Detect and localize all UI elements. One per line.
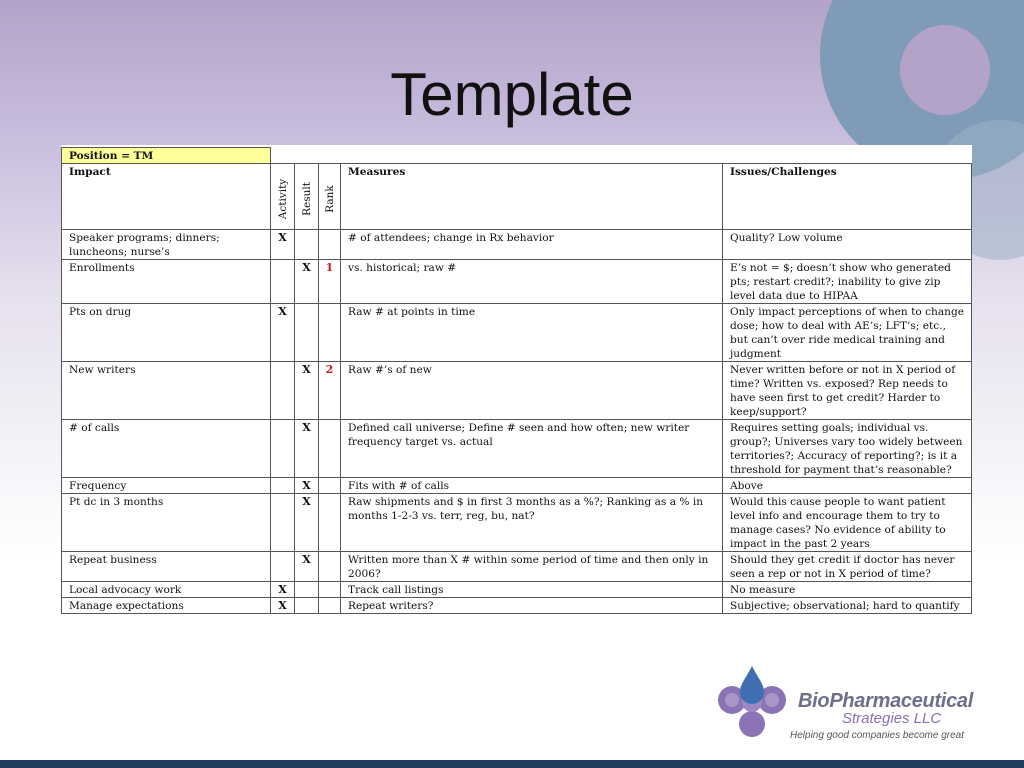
company-logo [712, 660, 1002, 750]
table-row [62, 260, 972, 304]
position-row [62, 148, 972, 164]
row-measures: Raw shipments and $ in first 3 months as a %?; Ranking as a % in months 1-2-3 vs. terr, reg, bu, nat? [341, 494, 723, 552]
table-row [62, 494, 972, 552]
logo-tagline: Helping good companies become great [790, 730, 964, 741]
row-result [295, 582, 319, 598]
slide-title: Template [390, 61, 634, 128]
row-result: X [295, 260, 319, 304]
table-row [62, 552, 972, 582]
row-result [295, 230, 319, 260]
row-activity: X [271, 230, 295, 260]
header-impact: Impact [62, 164, 271, 230]
header-measures: Measures [341, 164, 723, 230]
row-impact: New writers [62, 362, 271, 420]
table-row [62, 478, 972, 494]
molecule-drop-icon [712, 662, 792, 742]
row-issues: Never written before or not in X period of time? Written vs. exposed? Rep needs to have seen first to get credit? Harder to keep/support? [723, 362, 972, 420]
row-measures: Repeat writers? [341, 598, 723, 614]
row-rank [319, 598, 341, 614]
row-measures: Raw # at points in time [341, 304, 723, 362]
row-impact: Pts on drug [62, 304, 271, 362]
row-activity: X [271, 582, 295, 598]
measures-table [61, 147, 972, 614]
row-issues: Would this cause people to want patient level info and encourage them to try to manage cases? No evidence of ability to impact in the past 2 years [723, 494, 972, 552]
position-label: Position = TM [62, 148, 271, 164]
header-result-cell [295, 164, 319, 230]
header-rank-cell [319, 164, 341, 230]
row-impact: Enrollments [62, 260, 271, 304]
row-result [295, 304, 319, 362]
row-activity [271, 420, 295, 478]
row-activity [271, 478, 295, 494]
footer-bar [0, 760, 1024, 768]
row-impact: Repeat business [62, 552, 271, 582]
row-activity: X [271, 598, 295, 614]
row-result: X [295, 420, 319, 478]
row-impact: Frequency [62, 478, 271, 494]
header-row [62, 164, 972, 230]
row-activity [271, 362, 295, 420]
row-measures: vs. historical; raw # [341, 260, 723, 304]
row-rank [319, 420, 341, 478]
row-activity [271, 260, 295, 304]
logo-subtitle: Strategies LLC [842, 710, 942, 727]
row-measures: Fits with # of calls [341, 478, 723, 494]
row-measures: Written more than X # within some period of time and then only in 2006? [341, 552, 723, 582]
row-result: X [295, 494, 319, 552]
table-row [62, 598, 972, 614]
row-result: X [295, 478, 319, 494]
header-rank: Rank [323, 185, 336, 213]
row-issues: Only impact perceptions of when to change dose; how to deal with AE’s; LFT’s; etc., but can’t over ride medical training and judgment [723, 304, 972, 362]
table-row [62, 362, 972, 420]
row-result: X [295, 362, 319, 420]
row-activity: X [271, 304, 295, 362]
position-blank [271, 148, 972, 164]
row-rank [319, 230, 341, 260]
row-impact: Speaker programs; dinners; luncheons; nurse’s [62, 230, 271, 260]
logo-name: BioPharmaceutical [798, 690, 973, 712]
row-rank: 1 [319, 260, 341, 304]
row-issues: Above [723, 478, 972, 494]
row-rank [319, 582, 341, 598]
table-row [62, 582, 972, 598]
row-issues: Requires setting goals; individual vs. group?; Universes vary too widely between territories?; Accuracy of reporting?; is it a threshold for payment that’s reasonable? [723, 420, 972, 478]
header-result: Result [300, 182, 313, 216]
row-measures: Raw #’s of new [341, 362, 723, 420]
row-rank [319, 552, 341, 582]
row-issues: Subjective; observational; hard to quantify [723, 598, 972, 614]
row-measures: Defined call universe; Define # seen and how often; new writer frequency target vs. actual [341, 420, 723, 478]
header-activity: Activity [276, 178, 289, 220]
row-activity [271, 494, 295, 552]
row-impact: Pt dc in 3 months [62, 494, 271, 552]
row-issues: No measure [723, 582, 972, 598]
table-row [62, 420, 972, 478]
header-activity-cell [271, 164, 295, 230]
row-rank [319, 304, 341, 362]
row-rank [319, 478, 341, 494]
row-activity [271, 552, 295, 582]
row-issues: Should they get credit if doctor has never seen a rep or not in X period of time? [723, 552, 972, 582]
row-rank: 2 [319, 362, 341, 420]
row-issues: E’s not = $; doesn’t show who generated pts; restart credit?; inability to give zip level data due to HIPAA [723, 260, 972, 304]
table-row [62, 230, 972, 260]
table-row [62, 304, 972, 362]
row-result: X [295, 552, 319, 582]
row-issues: Quality? Low volume [723, 230, 972, 260]
header-issues: Issues/Challenges [723, 164, 972, 230]
row-measures: Track call listings [341, 582, 723, 598]
row-measures: # of attendees; change in Rx behavior [341, 230, 723, 260]
row-result [295, 598, 319, 614]
row-impact: # of calls [62, 420, 271, 478]
row-rank [319, 494, 341, 552]
row-impact: Manage expectations [62, 598, 271, 614]
row-impact: Local advocacy work [62, 582, 271, 598]
